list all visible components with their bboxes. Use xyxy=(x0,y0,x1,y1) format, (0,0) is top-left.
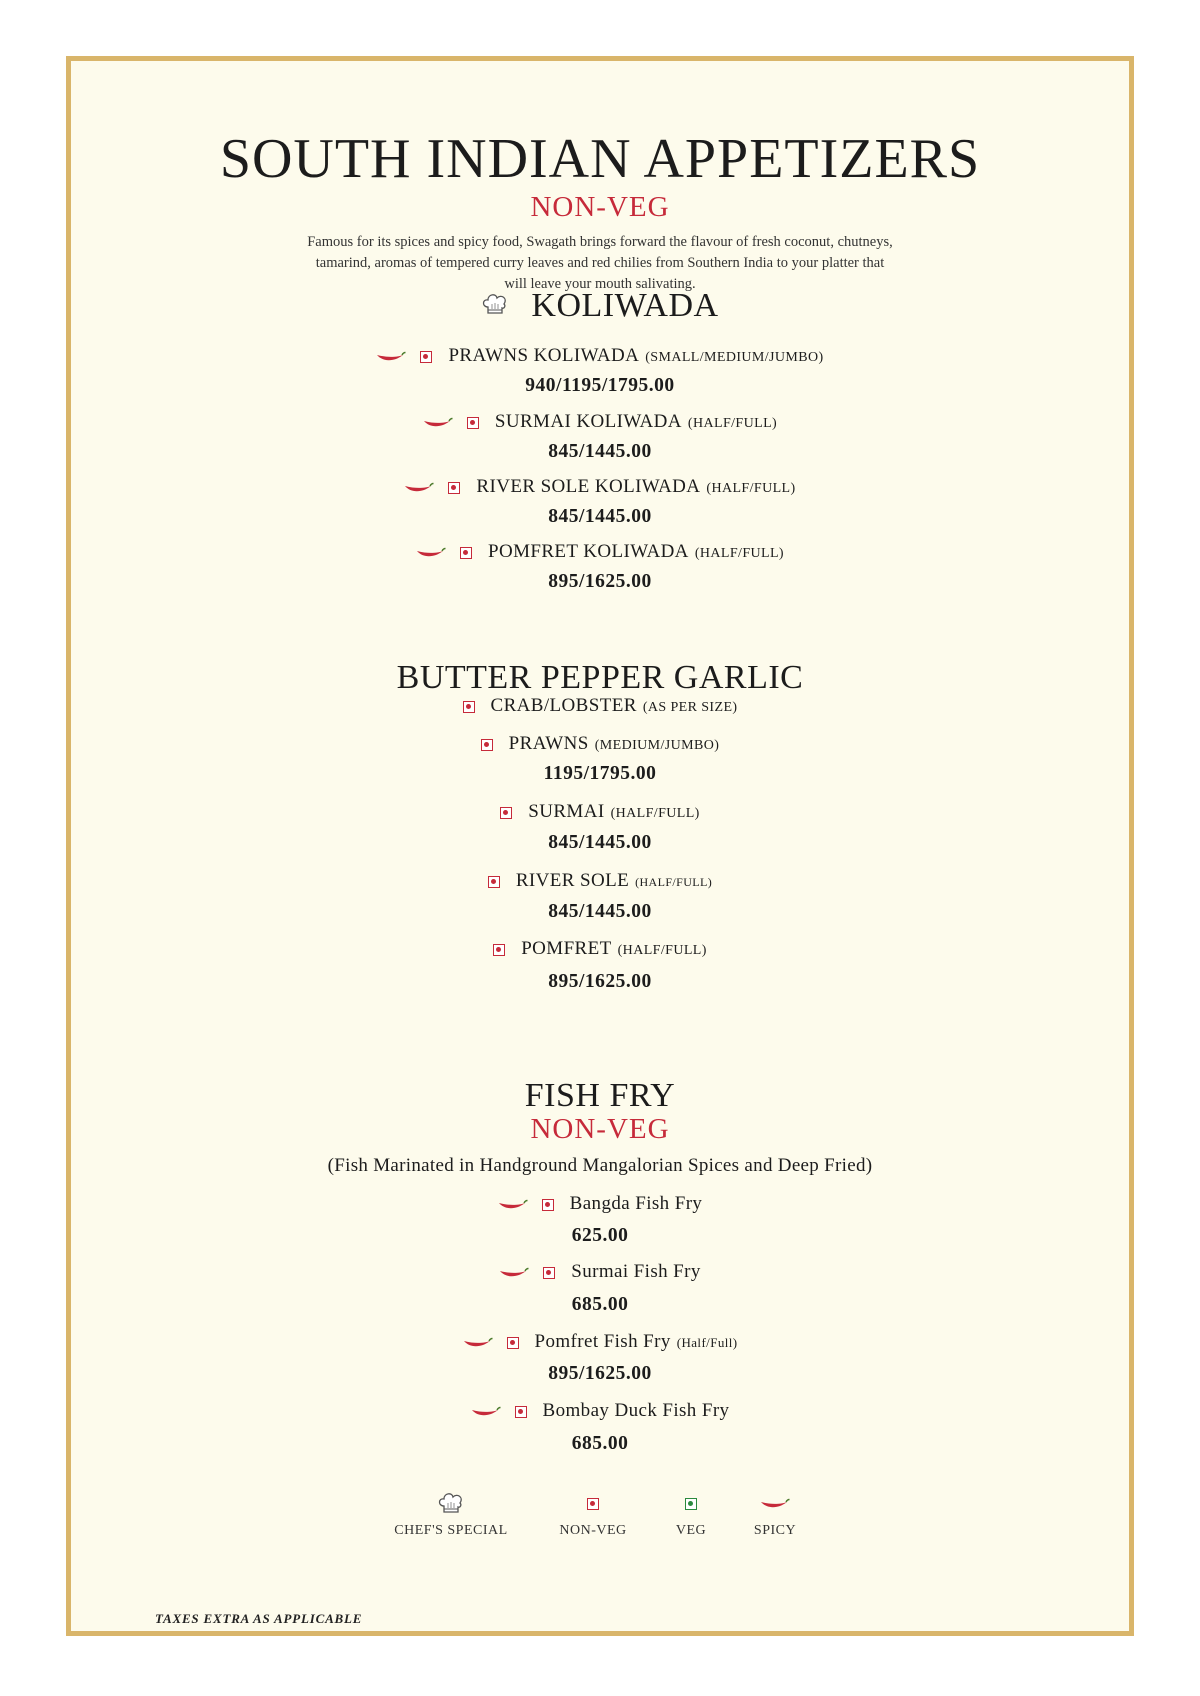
taxes-note: TAXES EXTRA AS APPLICABLE xyxy=(155,1611,363,1626)
non-veg-mark-icon xyxy=(460,547,472,559)
butter-pepper-garlic-heading: BUTTER PEPPER GARLIC xyxy=(396,659,804,696)
item-name: SURMAI KOLIWADA xyxy=(494,411,682,432)
legend-chef-special: CHEF'S SPECIAL xyxy=(381,1491,521,1539)
chef-hat-icon xyxy=(437,1491,465,1517)
menu-item xyxy=(71,1261,1129,1283)
chili-icon xyxy=(376,351,406,363)
non-veg-mark-icon xyxy=(463,701,475,713)
item-size: (SMALL/MEDIUM/JUMBO) xyxy=(645,350,824,365)
non-veg-mark-icon xyxy=(493,944,505,956)
item-size: (AS PER SIZE) xyxy=(642,700,738,715)
item-price: 895/1625.00 xyxy=(548,1363,652,1384)
menu-item xyxy=(71,870,1129,892)
fish-fry-note: (Fish Marinated in Handground Mangalorian Spices and Deep Fried) xyxy=(327,1155,873,1176)
non-veg-mark-icon xyxy=(500,807,512,819)
intro-description: Famous for its spices and spicy food, Swagath brings forward the flavour of fresh coconut, chutneys, tamarind, aromas of tempered curry leaves and red chilies from Southern India to your platter that will leave your mouth salivating. xyxy=(307,234,893,292)
legend-spicy: SPICY xyxy=(730,1491,820,1539)
item-name: POMFRET KOLIWADA xyxy=(488,541,689,562)
chili-icon xyxy=(423,417,453,429)
item-price: 845/1445.00 xyxy=(548,901,652,922)
item-size: (HALF/FULL) xyxy=(635,875,713,889)
non-veg-mark-icon xyxy=(515,1406,527,1418)
item-name: RIVER SOLE xyxy=(515,870,630,891)
non-veg-mark-icon xyxy=(488,876,500,888)
item-price: 845/1445.00 xyxy=(548,832,652,853)
chili-icon xyxy=(760,1498,790,1510)
fish-fry-heading: FISH FRY xyxy=(524,1077,676,1114)
item-size: (HALF/FULL) xyxy=(687,416,778,431)
item-size: (HALF/FULL) xyxy=(610,806,700,821)
item-name: Pomfret Fish Fry xyxy=(534,1331,671,1352)
item-price: 1195/1795.00 xyxy=(543,763,657,784)
item-price: 845/1445.00 xyxy=(548,441,652,462)
item-size: (Half/Full) xyxy=(676,1335,738,1350)
chili-icon xyxy=(499,1267,529,1279)
item-price: 845/1445.00 xyxy=(548,506,652,527)
chili-icon xyxy=(416,547,446,559)
item-size: (HALF/FULL) xyxy=(706,481,796,496)
item-name: POMFRET xyxy=(521,938,612,959)
legend-non-veg: NON-VEG xyxy=(543,1491,643,1539)
menu-item xyxy=(71,1331,1129,1353)
non-veg-mark-icon xyxy=(467,417,479,429)
chili-icon xyxy=(404,482,434,494)
legend-veg: VEG xyxy=(651,1491,731,1539)
chef-hat-icon xyxy=(481,292,509,318)
item-price: 940/1195/1795.00 xyxy=(525,375,675,396)
menu-item xyxy=(71,801,1129,823)
item-name: SURMAI xyxy=(528,801,605,822)
koliwada-heading: KOLIWADA xyxy=(531,287,719,324)
menu-item xyxy=(71,938,1129,960)
item-price: 895/1625.00 xyxy=(548,971,652,992)
item-price: 685.00 xyxy=(571,1433,629,1454)
menu-item xyxy=(71,541,1129,563)
page-subtitle: NON-VEG xyxy=(530,191,670,223)
menu-item xyxy=(71,1400,1129,1422)
item-name: Surmai Fish Fry xyxy=(571,1261,701,1282)
item-name: Bombay Duck Fish Fry xyxy=(542,1400,730,1421)
non-veg-mark-icon xyxy=(507,1337,519,1349)
veg-mark-icon xyxy=(685,1498,697,1510)
item-price: 685.00 xyxy=(571,1294,629,1315)
non-veg-mark-icon xyxy=(448,482,460,494)
item-name: PRAWNS xyxy=(508,733,589,754)
page-title: SOUTH INDIAN APPETIZERS xyxy=(219,128,981,190)
item-name: Bangda Fish Fry xyxy=(569,1193,703,1214)
non-veg-mark-icon xyxy=(542,1199,554,1211)
non-veg-mark-icon xyxy=(481,739,493,751)
menu-page xyxy=(66,56,1134,1636)
chili-icon xyxy=(463,1337,493,1349)
item-price: 895/1625.00 xyxy=(548,571,652,592)
chili-icon xyxy=(498,1199,528,1211)
non-veg-mark-icon xyxy=(587,1498,599,1510)
menu-item xyxy=(71,345,1129,367)
item-size: (MEDIUM/JUMBO) xyxy=(594,738,720,753)
menu-item xyxy=(71,733,1129,755)
koliwada-heading-row xyxy=(71,287,1129,325)
item-name: RIVER SOLE KOLIWADA xyxy=(476,476,701,497)
item-name: PRAWNS KOLIWADA xyxy=(448,345,640,366)
item-size: (HALF/FULL) xyxy=(617,943,707,958)
non-veg-mark-icon xyxy=(420,351,432,363)
fish-fry-subheading: NON-VEG xyxy=(530,1113,670,1145)
menu-item xyxy=(71,476,1129,498)
menu-item xyxy=(71,1193,1129,1215)
item-price: 625.00 xyxy=(571,1225,629,1246)
non-veg-mark-icon xyxy=(543,1267,555,1279)
item-size: (HALF/FULL) xyxy=(694,546,784,561)
menu-item xyxy=(71,695,1129,717)
menu-item xyxy=(71,411,1129,433)
item-name: CRAB/LOBSTER xyxy=(490,695,637,716)
chili-icon xyxy=(471,1406,501,1418)
